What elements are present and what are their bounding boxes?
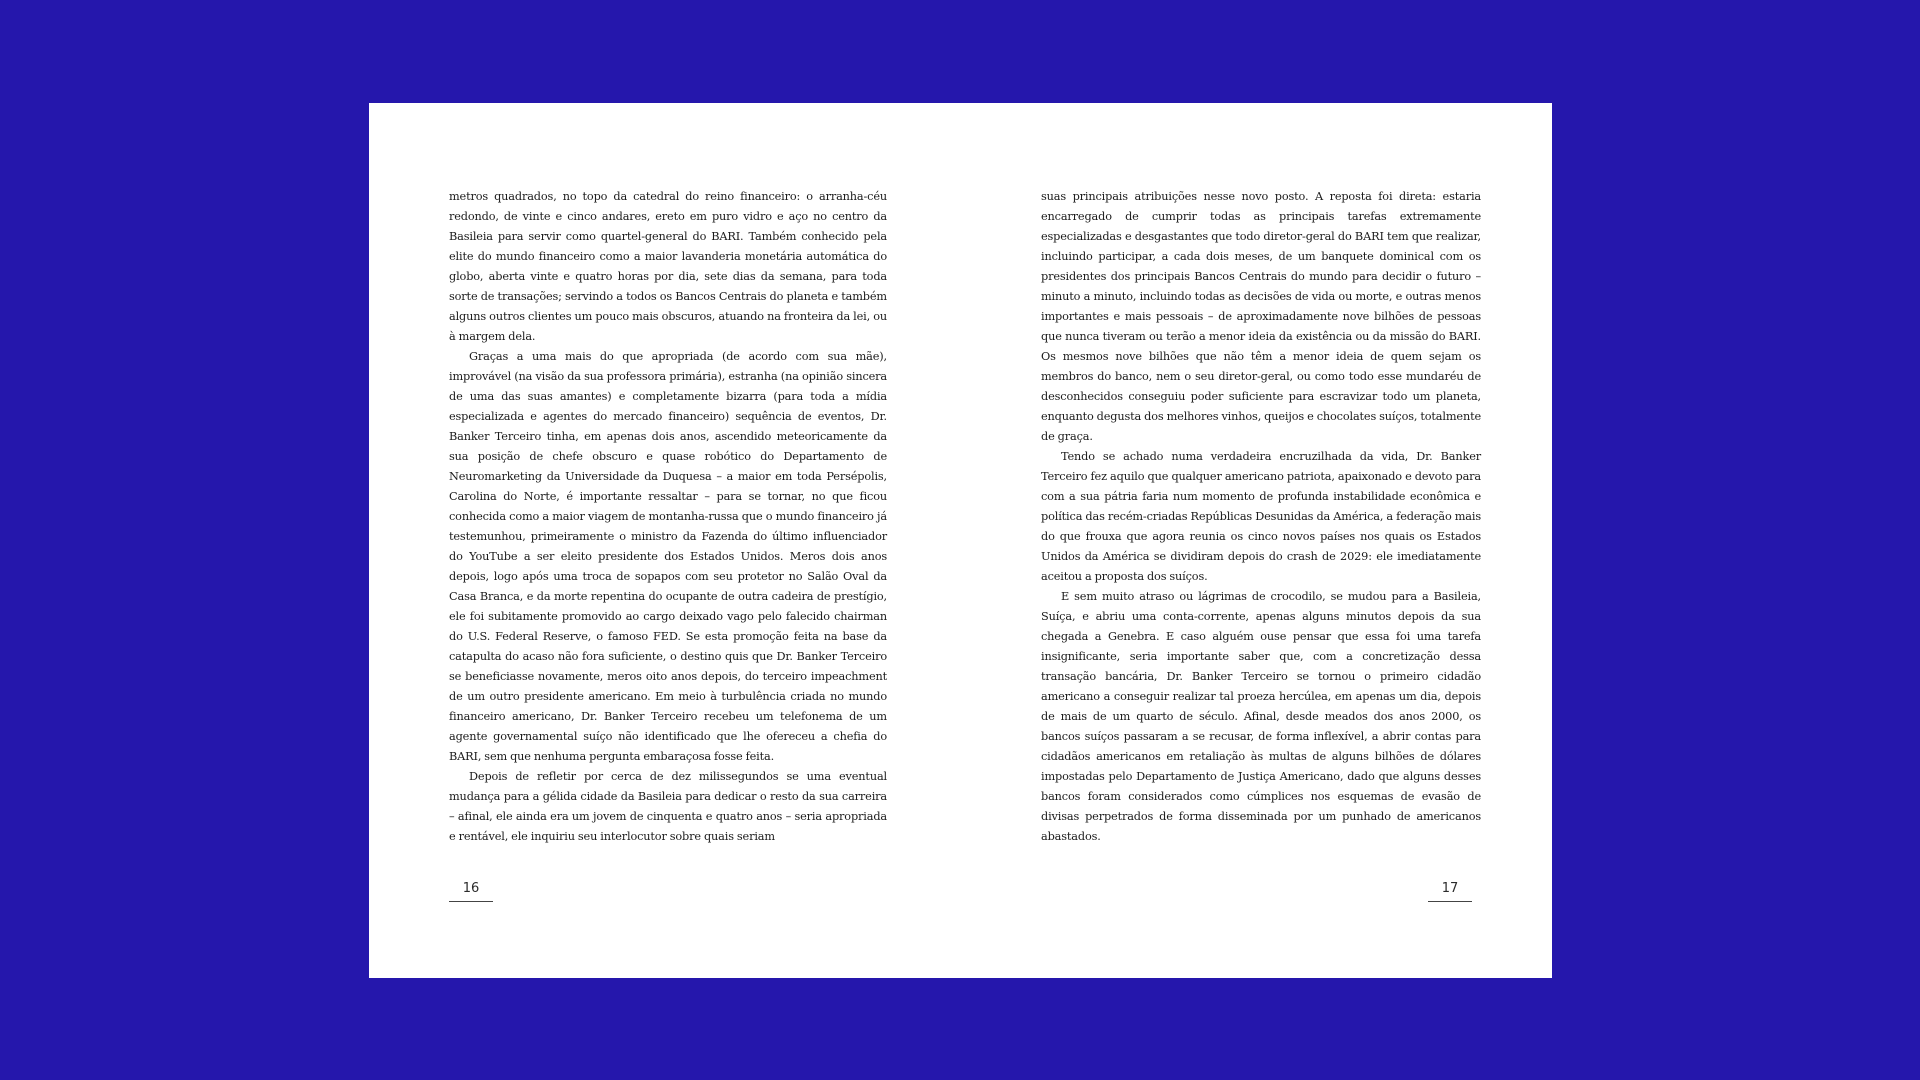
left-paragraph-3: Depois de refletir por cerca de dez milissegundos se uma eventual mudança para a gélida cidade da Basileia para dedicar o resto da sua carreira – afinal, ele ainda era um jovem de cinquenta e quatro anos – seria apropriada e rentável, ele inquiriu seu interlocutor sobre quais seriam xyxy=(449,770,887,843)
left-paragraph-2: Graças a uma mais do que apropriada (de acordo com sua mãe), improvável (na visão da sua professora primária), estranha (na opinião sincera de uma das suas amantes) e completamente bizarra (para toda a mídia especializada e agentes do mercado financeiro) sequência de eventos, Dr. Banker Terceiro tinha, em apenas dois anos, ascendido meteoricamente da sua posição de chefe obscuro e quase robótico do Departamento de Neuromarketing da Universidade da Duquesa – a maior em toda Persépolis, Carolina do Norte, é importante ressaltar – para se tornar, no que ficou conhecida como a maior viagem de montanha-russa que o mundo financeiro já testemunhou, primeiramente o ministro da Fazenda do último influenciador do YouTube a ser eleito presidente dos Estados Unidos. Meros dois anos depois, logo após uma troca de sopapos com seu protetor no Salão Oval da Casa Branca, e da morte repentina do ocupante de outra cadeira de prestígio, ele foi subitamente promovido ao cargo deixado vago pelo falecido chairman do U.S. Federal Reserve, o famoso FED. Se esta promoção feita na base da catapulta do acaso não fora suficiente, o destino quis que Dr. Banker Terceiro se beneficiasse novamente, meros oito anos depois, do terceiro impeachment de um outro presidente americano. Em meio à turbulência criada no mundo financeiro americano, Dr. Banker Terceiro recebeu um telefonema de um agente governamental suíço não identificado que lhe ofereceu a chefia do BARI, sem que nenhuma pergunta embaraçosa fosse feita. xyxy=(449,350,887,763)
right-paragraph-2: Tendo se achado numa verdadeira encruzilhada da vida, Dr. Banker Terceiro fez aquilo que qualquer americano patriota, apaixonado e devoto para com a sua pátria faria num momento de profunda instabilidade econômica e política das recém-criadas Repúblicas Desunidas da América, a federação mais do que frouxa que agora reunia os cinco novos países nos quais os Estados Unidos da América se dividiram depois do crash de 2029: ele imediatamente aceitou a proposta dos suíços. xyxy=(1041,450,1481,583)
page-number-left: 16 xyxy=(449,881,493,902)
right-paragraph-3: E sem muito atraso ou lágrimas de crocodilo, se mudou para a Basileia, Suíça, e abriu uma conta-corrente, apenas alguns minutos depois da sua chegada a Genebra. E caso alguém ouse pensar que essa foi uma tarefa insignificante, seria importante saber que, com a concretização dessa transação bancária, Dr. Banker Terceiro se tornou o primeiro cidadão americano a conseguir realizar tal proeza hercúlea, em apenas um dia, depois de mais de um quarto de século. Afinal, desde meados dos anos 2000, os bancos suíços passaram a se recusar, de forma inflexível, a abrir contas para cidadãos americanos em retaliação às multas de alguns bilhões de dólares impostadas pelo Departamento de Justiça Americano, dado que alguns desses bancos foram considerados como cúmplices nos esquemas de evasão de divisas perpetrados de forma disseminada por um punhado de americanos abastados. xyxy=(1041,590,1481,843)
left-paragraph-1: metros quadrados, no topo da catedral do reino financeiro: o arranha-céu redondo, de vinte e cinco andares, ereto em puro vidro e aço no centro da Basileia para servir como quartel-general do BARI. Também conhecido pela elite do mundo financeiro como a maior lavanderia monetária automática do globo, aberta vinte e quatro horas por dia, sete dias da semana, para toda sorte de transações; servindo a todos os Bancos Centrais do planeta e também alguns outros clientes um pouco mais obscuros, atuando na fronteira da lei, ou à margem dela. xyxy=(449,190,887,343)
left-page xyxy=(449,187,887,847)
book-spread xyxy=(369,103,1552,978)
right-page xyxy=(1041,187,1481,847)
page-number-right: 17 xyxy=(1428,881,1472,902)
right-paragraph-1: suas principais atribuições nesse novo posto. A reposta foi direta: estaria encarregado de cumprir todas as principais tarefas extremamente especializadas e desgastantes que todo diretor-geral do BARI tem que realizar, incluindo participar, a cada dois meses, de um banquete dominical com os presidentes dos principais Bancos Centrais do mundo para decidir o futuro – minuto a minuto, incluindo todas as decisões de vida ou morte, e outras menos importantes e mais pessoais – de aproximadamente nove bilhões de pessoas que nunca tiveram ou terão a menor ideia da existência ou da missão do BARI. Os mesmos nove bilhões que não têm a menor ideia de quem sejam os membros do banco, nem o seu diretor-geral, ou como todo esse mundaréu de desconhecidos conseguiu poder suficiente para escravizar todo um planeta, enquanto degusta dos melhores vinhos, queijos e chocolates suíços, totalmente de graça. xyxy=(1041,190,1481,443)
